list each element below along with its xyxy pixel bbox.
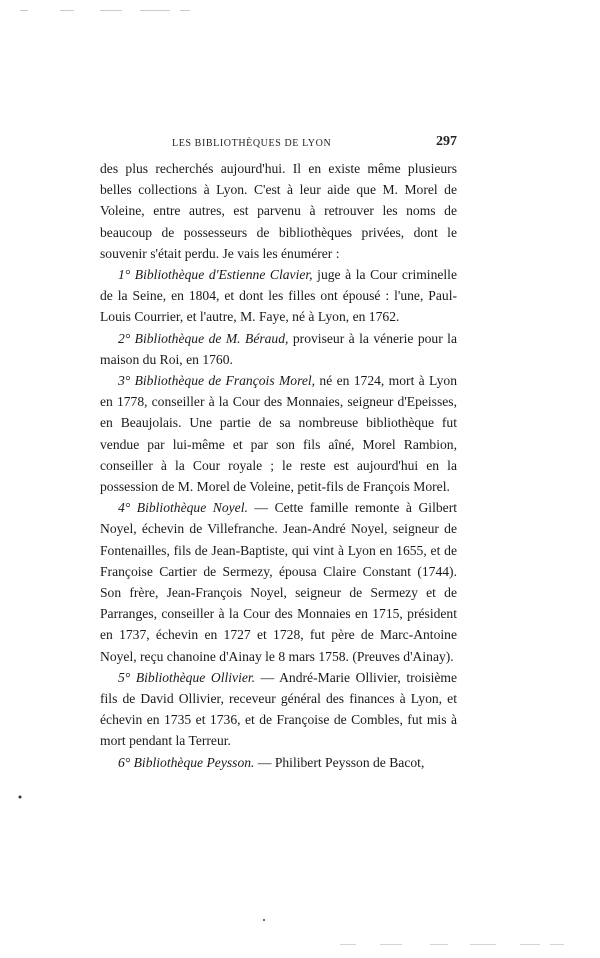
paragraph-morel: 3° Bibliothèque de François Morel, né en 1724, mort à Lyon en 1778, conseiller à la Cour des Monnaies, seigneur d'Epeisses, en Beaujolais. Une partie de sa nombreuse bibliothèque fut vendue par lui-même et par son fils aîné, Morel Rambion, conseiller à la Cour royale ; le reste est aujourd'hui en la possession de M. Morel de Voleine, petit-fils de François Morel. xyxy=(100,373,457,495)
page-header xyxy=(100,134,457,154)
paragraph-intro: des plus recherchés aujourd'hui. Il en existe même plusieurs belles collections à Lyon. C'est à leur aide que M. Morel de Voleine, entre autres, est parvenu à retrouver les noms de beaucoup de possesseurs de bibliothèques privées, dont le souvenir s'était perdu. Je vais les énumérer : xyxy=(100,161,457,261)
page-body xyxy=(100,158,457,773)
paragraph-ollivier: 5° Bibliothèque Ollivier. — André-Marie Ollivier, troisième fils de David Ollivier, receveur général des finances à Lyon, et échevin en 1735 et 1736, et de Françoise de Combles, fut mis à mort pendant la Terreur. xyxy=(100,669,457,749)
paragraph-beraud: 2° Bibliothèque de M. Béraud, proviseur à la vénerie pour la maison du Roi, en 1760. xyxy=(100,330,457,367)
running-title: LES BIBLIOTHÈQUES DE LYON xyxy=(172,138,332,149)
paragraph-noyel: 4° Bibliothèque Noyel. — Cette famille remonte à Gilbert Noyel, échevin de Villefranche. Jean-André Noyel, seigneur de Fontenailles, fils de Jean-Baptiste, qui vint à Lyon en 1655, et de Françoise Cartier de Sermezy, épousa Claire Constant (1744). Son frère, Jean-François Noyel, seigneur de Sermezy et de Parranges, conseiller à la Cour des Monnaies en 1715, président en 1737, échevin en 1727 et 1728, fut père de Marc-Antoine Noyel, reçu chanoine d'Ainay le 8 mars 1758. (Preuves d'Ainay). xyxy=(100,500,457,664)
paragraph-clavier: 1° Bibliothèque d'Estienne Clavier, juge à la Cour criminelle de la Seine, en 1804, et dont les filles ont épousé : l'une, Paul-Louis Courrier, et l'autre, M. Faye, né à Lyon, en 1762. xyxy=(100,267,457,325)
paragraph-peysson: 6° Bibliothèque Peysson. — Philibert Peysson de Bacot, xyxy=(118,754,425,770)
page-number: 297 xyxy=(436,134,457,149)
